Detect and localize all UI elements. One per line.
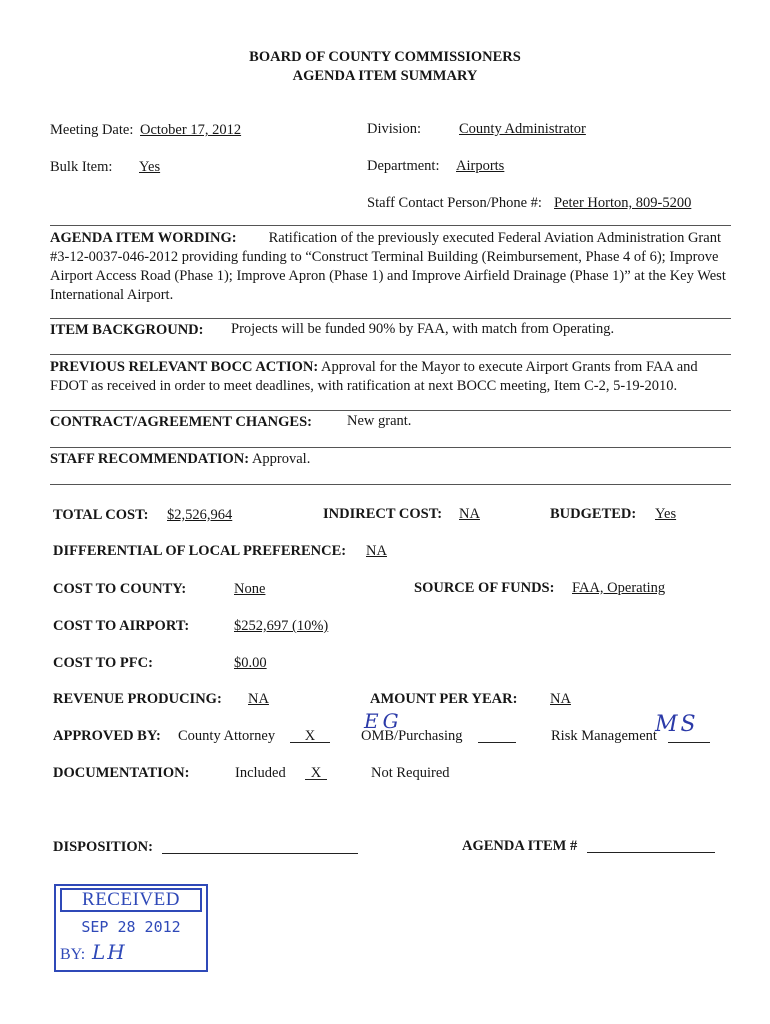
divider (50, 484, 731, 485)
staff-recommendation (50, 451, 310, 468)
documentation-label: DOCUMENTATION: (53, 765, 190, 781)
county-attorney-label: County Attorney (178, 728, 276, 744)
document-subtitle: AGENDA ITEM SUMMARY (292, 68, 478, 84)
divider (50, 354, 731, 355)
revenue-producing-label: REVENUE PRODUCING: (53, 691, 222, 707)
included-label: Included (235, 765, 286, 781)
cost-to-pfc-label: COST TO PFC: (53, 655, 153, 671)
approved-by-label: APPROVED BY: (53, 728, 161, 744)
risk-management-label: Risk Management (551, 728, 657, 744)
amount-per-year-value: NA (550, 691, 571, 707)
amount-per-year-label: AMOUNT PER YEAR: (370, 691, 518, 707)
meeting-date-label: Meeting Date: (50, 122, 134, 138)
contract-label: CONTRACT/AGREEMENT CHANGES: (50, 414, 312, 430)
meeting-date-value: October 17, 2012 (140, 122, 242, 138)
cost-to-county-value: None (234, 581, 266, 597)
staff-contact-value: Peter Horton, 809-5200 (554, 195, 692, 211)
indirect-cost-value: NA (459, 506, 480, 522)
previous-label: PREVIOUS RELEVANT BOCC ACTION: (50, 359, 319, 375)
document-title: BOARD OF COUNTY COMMISSIONERS (249, 49, 521, 65)
cost-to-airport-value: $252,697 (10%) (234, 618, 329, 634)
staff-contact-label: Staff Contact Person/Phone #: (367, 195, 542, 211)
omb-initials-handwriting: EG (364, 709, 403, 733)
total-cost-label: TOTAL COST: (53, 507, 149, 523)
omb-purchasing-label: OMB/Purchasing (361, 728, 463, 744)
source-of-funds-value: FAA, Operating (572, 580, 666, 596)
revenue-producing-value: NA (248, 691, 269, 707)
cost-to-county-label: COST TO COUNTY: (53, 581, 187, 597)
stamp-by-initials: LH (92, 940, 127, 964)
previous-bocc-action (50, 358, 734, 396)
county-attorney-checkbox (290, 728, 330, 745)
cost-to-pfc-value: $0.00 (234, 655, 267, 671)
division-value: County Administrator (459, 121, 586, 137)
total-cost-value: $2,526,964 (167, 507, 233, 523)
disposition-blank (162, 839, 358, 859)
divider (50, 225, 731, 226)
cost-to-airport-label: COST TO AIRPORT: (53, 618, 190, 634)
differential-value: NA (366, 543, 387, 559)
received-stamp (54, 884, 208, 972)
risk-initials-handwriting: MS (655, 712, 699, 737)
divider (50, 318, 731, 319)
budgeted-label: BUDGETED: (550, 506, 637, 522)
wording-label: AGENDA ITEM WORDING: (50, 230, 237, 246)
staff-rec-text: Approval. (251, 451, 311, 467)
background-label: ITEM BACKGROUND: (50, 322, 204, 338)
omb-purchasing-blank (478, 728, 516, 748)
wording-text: Ratification of the previously executed Federal Aviation Administration Grant #3-12-0037-046-2012 providing funding to “Construct Terminal Building (Reimbursement, Phase 4 of 6); Improve Airport Access Road (Phase 1); Improve Apron (Phase 1) and Improve Airfield Drainage (Phase 1)” at the Key West International Airport. (50, 230, 726, 303)
department-value: Airports (456, 158, 505, 174)
agenda-item-wording (50, 229, 726, 305)
stamp-date: SEP 28 2012 (81, 918, 181, 936)
department-label: Department: (367, 158, 440, 174)
agenda-item-label: AGENDA ITEM # (462, 838, 578, 854)
stamp-title: RECEIVED (60, 888, 202, 912)
budgeted-value: Yes (655, 506, 677, 522)
previous-text: Approval for the Mayor to execute Airport Grants from FAA and FDOT as received in order to meet deadlines, with ratification at next BOCC meeting, Item C-2, 5-19-2010. (50, 359, 698, 394)
agenda-item-blank (587, 838, 715, 858)
divider (50, 447, 731, 448)
included-mark: X (305, 765, 327, 780)
bulk-item-label: Bulk Item: (50, 159, 113, 175)
disposition-label: DISPOSITION: (53, 839, 153, 855)
contract-text: New grant. (347, 413, 412, 429)
source-of-funds-label: SOURCE OF FUNDS: (414, 580, 555, 596)
differential-label: DIFFERENTIAL OF LOCAL PREFERENCE: (53, 543, 347, 559)
county-attorney-mark: X (290, 728, 330, 743)
division-label: Division: (367, 121, 421, 137)
included-checkbox (305, 765, 327, 782)
background-text: Projects will be funded 90% by FAA, with match from Operating. (231, 321, 615, 337)
indirect-cost-label: INDIRECT COST: (323, 506, 443, 522)
bulk-item-value: Yes (139, 159, 161, 175)
divider (50, 410, 731, 411)
staff-rec-label: STAFF RECOMMENDATION: (50, 451, 250, 467)
stamp-by-label: BY: (60, 946, 86, 963)
not-required-label: Not Required (371, 765, 450, 781)
